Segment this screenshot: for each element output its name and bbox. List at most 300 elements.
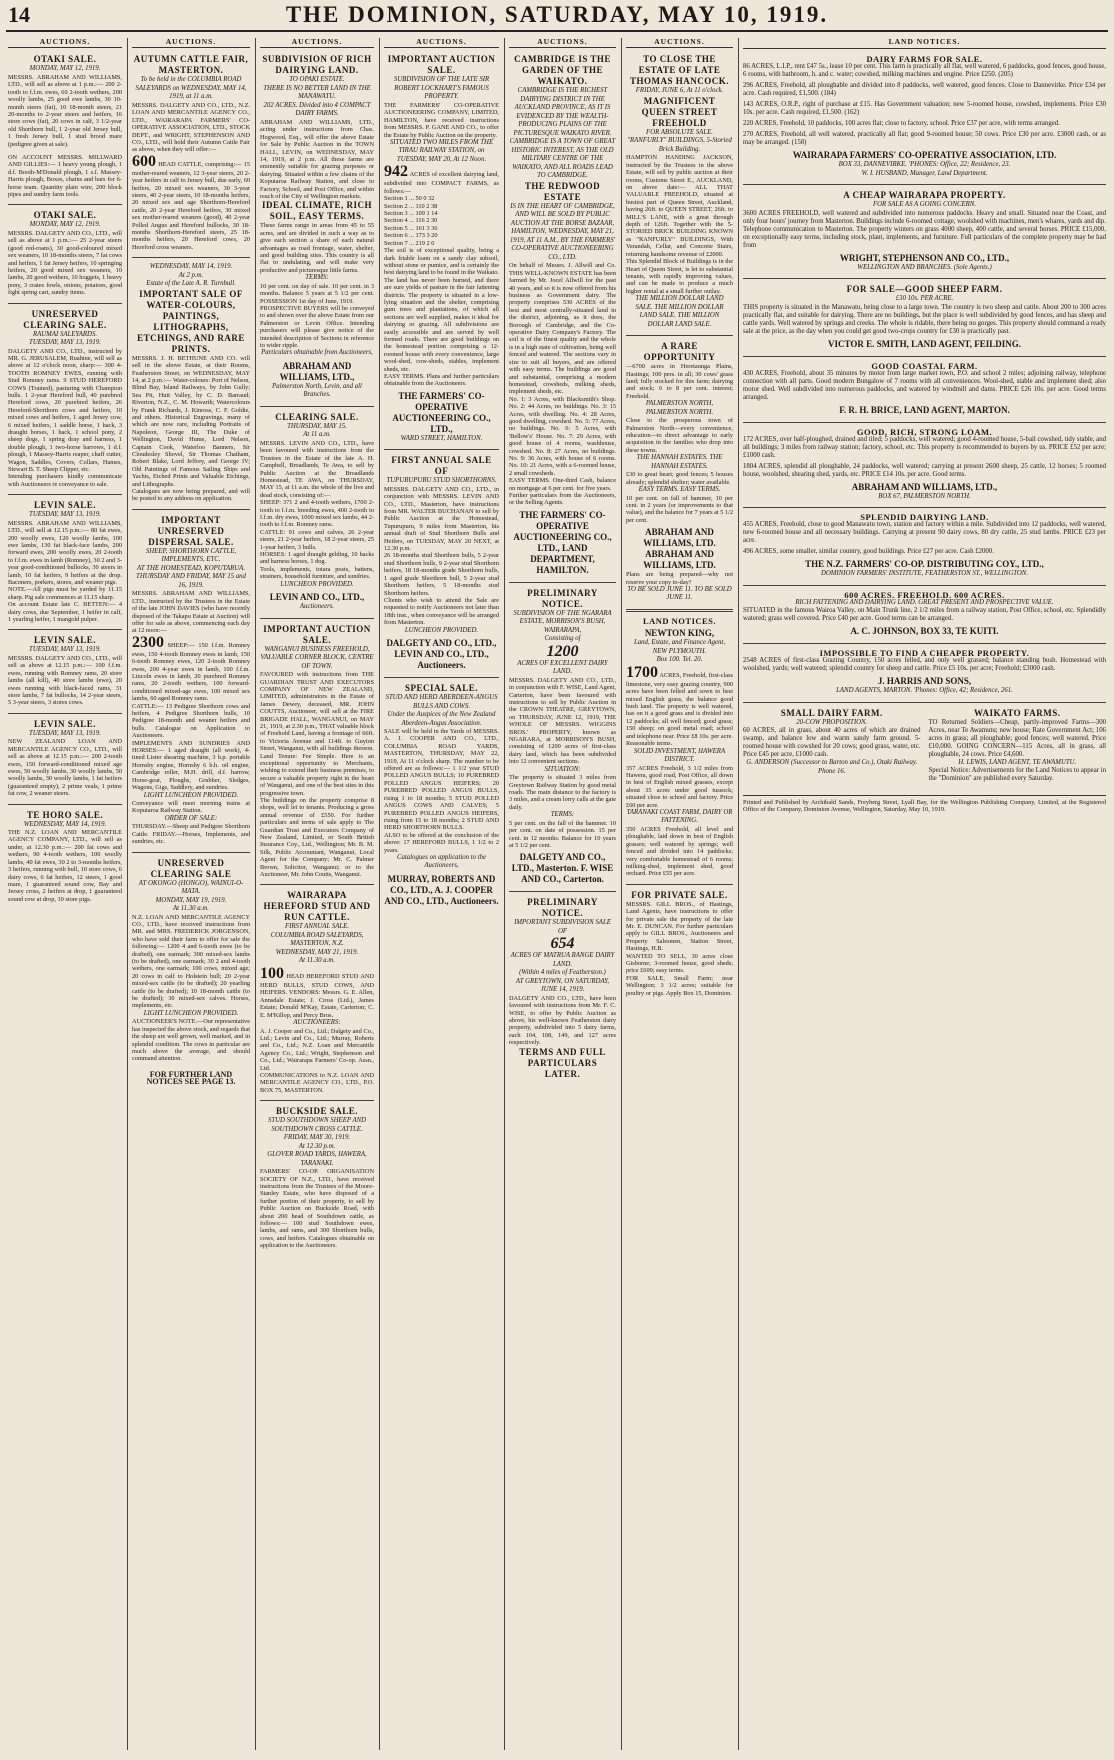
ad-detail: 10 per cent. on fall of hammer, 10 per cent. in 2 years (or improvements to that value), and the balance for 7 years at 5 1/2 per cent. (626, 494, 733, 524)
ad-sub: RICH FATTENING AND DAIRYING LAND. GREAT PRESENT AND PROSPECTIVE VALUE. (795, 598, 1054, 606)
ad-title: SMALL DAIRY FARM. (780, 707, 883, 718)
ad-acres (384, 164, 499, 195)
ad-terms: EASY TERMS. Plans and further particulars obtainable from the Auctioneers. (384, 373, 499, 388)
big-number: 100 (260, 964, 284, 982)
ad-title: SUBDIVISION OF RICH DAIRYING LAND. (262, 54, 372, 76)
column-6 (626, 38, 733, 1750)
ad-sub: FOR ABSOLUTE SALE. "RANFURLY" BUILDINGS, 5-Storied Brick Building. (627, 128, 732, 153)
ad-terms: 10 per cent. on day of sale. 10 per cent. in 3 months. Balance 5 years at 5 1/2 per cent. POSSESSION 1st day of June, 1919. (260, 282, 374, 305)
ad-title: CLEARING SALE. (275, 411, 359, 422)
ad-title: A CHEAP WAIRARAPA PROPERTY. (843, 190, 1006, 200)
ad-head: THE REDWOOD ESTATE (524, 180, 601, 202)
ad-levin-sale-nzloan (8, 719, 122, 798)
ad-sub: STUD SOUTHDOWN SHEEP AND SOUTHDOWN CROSS CATTLE. (267, 1117, 367, 1133)
list-item: 220 ACRES, Freehold, 10 paddocks, 100 acres flat; close to factory, school. Price £37 per acre, with terms arranged. (743, 120, 1060, 127)
ad-date: TUESDAY, MAY 13, 1919. (29, 339, 101, 347)
rule (743, 278, 1106, 279)
ad-time: At 11.30 a.m. (299, 957, 335, 965)
auctioneer-name: MURRAY, ROBERTS AND CO., LTD., A. J. COOPER AND CO., LTD., Auctioneers. (384, 873, 499, 906)
agent-address: WELLINGTON AND BRANCHES. (Sole Agents.) (857, 263, 992, 271)
ad-title: SPLENDID DAIRYING LAND. (860, 512, 989, 522)
ad-date: THURSDAY, MAY 15. (287, 422, 347, 430)
ad-acres (509, 644, 616, 660)
column-1 (8, 38, 122, 1750)
ad-tag: CAMBRIDGE IS A TOWN OF GREAT HISTORIC INTEREST, AS THE OLD MILITARY CENTRE OF THE WAIKATO, AND ALL ROADS LEAD TO CAMBRIDGE. (509, 138, 616, 180)
ad-body: MESSRS. DALGETY AND CO., LTD., in conjunction with F. WISE, Land Agent, Carterton, have been favoured with instructions to sell by Public Auction in the CROWN THEATRE, GREYTOWN, on THURSDAY, JUNE 12, 1919, THE WHOLE OF MESSRS. WIGGINS BROS.' PROPERTY, known as NGARARA, at MORRISON'S BUSH, consisting of 1200 acres of first-class dairy land, which has been subdivided into 12 convenient sections. (509, 676, 616, 766)
section-row: Section 3 ... 109 1 14 (384, 210, 438, 218)
big-number: 600 (132, 152, 156, 170)
ad-hereford-stud (260, 890, 374, 1094)
ad-sub: £30 10s. PER ACRE. (895, 295, 954, 302)
ad-body: ABRAHAM AND WILLIAMS, LTD., acting under instructions from Chas. Hogwood, Esq., will offer the above Estate for Sale by Public Auction in the TOWN HALL, LEVIN, on WEDNESDAY, MAY 14, 1919, at 2 p.m. All these farms are eminently suitable for grazing purposes or dairying. Situated within a few chains of the Koputaroa Railway Station, and close to Factory, School, and Post Office, and within reach of the City of Wellington markets. (260, 118, 374, 200)
ad-invest: 357 ACRES Freehold, 3 1/2 miles from Hawera, good road, Post Office, all down in best of English mixed grasses, except about 35 acres under good tussock; situated close to school and factory. Price £60 per acre. (626, 764, 733, 809)
agent-name: WAIRARAPA FARMERS' CO-OPERATIVE ASSOCIATION, LTD. (792, 150, 1057, 160)
ad-clearing-sale-te-awa (260, 412, 374, 612)
ad-body: 3600 ACRES FREEHOLD, well watered and subdivided into numerous paddocks. Heavy and small. Situated near the Coast, and only four hours' journey from Masterton. Buildings include 6-roomed cottage, woolshed with machines, men's whares, yards and dip. Telephone communication to Masterton. The property winters on grass 4000 sheep, 400 cattle, and several horses. PRICE £15,000, on exceptionally easy terms, including stock, plant, implements, and furniture. Full particulars of the complete property may be had from (743, 209, 1106, 249)
agent-name: VICTOR E. SMITH, LAND AGENT, FEILDING. (828, 338, 1021, 349)
ad-body: ON ACCOUNT MESSRS. MILLWARD AND GILLIES:— 1 heavy young plough, 1 d.f. Booth-M'Donald plough, 1 s.f. Massey-Harris plough, Boxes, chains and bars for 6-horse team. Quantity plain wire, 200 block pipes and sundry farm tools. (8, 153, 122, 198)
list-item: 496 ACRES, some smaller, similar country, good buildings. Price £27 per acre. Cash £2000. (743, 548, 994, 555)
ad-text: Close to the prosperous town of Palmerston North—every convenience, education—to direct advantage to early acquisition in the families who drop into these towns. (626, 417, 733, 454)
ad-time: At 12.30 p.m. (298, 1142, 336, 1150)
ad-note: Clients who wish to attend the Sale are requested to notify Auctioneers not later than 18th inst., when conveyance will be arranged from Masterton. (384, 596, 499, 627)
masthead-rule (6, 30, 1108, 32)
agent-name: A. C. JOHNSON, BOX 33, TE KUITI. (850, 626, 999, 636)
ad-acres: 202 ACRES. Divided into 4 COMPACT DAIRY FARMS. (263, 101, 371, 118)
ad-splendid-dairying (743, 513, 1106, 579)
ad-luncheon: LIGHT LUNCHEON PROVIDED. (143, 1009, 239, 1017)
ad-body: —6700 acres in Heretaunga Plains, Hastings; 100 pers. in all; 30 cows' grass land; fully stocked for this farm; dairying and stock; 6 to 8 per cent. interest; Freehold. (626, 363, 733, 400)
list-item: 270 ACRES, Freehold, all well watered, practically all flat; good 9-roomed house; 50 cows. Price £30 per acre. £3000 cash, or as may be arranged. (158) (743, 131, 1106, 146)
auctioneer-name: DALGETY AND CO., LTD., LEVIN AND CO., LTD., Auctioneers. (386, 638, 497, 671)
column-divider (255, 38, 256, 1750)
ad-place: AT OKONGO (HONGO), WAINUI-O-MATA. (138, 879, 244, 896)
ad-date: WEDNESDAY, MAY 21, 1919. (275, 948, 359, 956)
ad-body: SITUATED in the famous Wairoa Valley, on Main Trunk line, 2 1/2 miles from a railway station, Post Office, school, etc. Splendidly watered; grass well covered. Price £40 per acre. Good terms can be arranged. (743, 607, 1106, 622)
list-item: 296 ACRES, Freehold, all ploughable and divided into 8 paddocks, well watered, good fences. Close to Dannevirke. Price £34 per acre. Cash required, £1,500. (184) (743, 82, 1106, 97)
ad-waikato-farms (929, 708, 1107, 784)
ad-body: MESSRS. LEVIN AND CO., LTD., have been favoured with instructions from the Trustees in the Estate of the late A. H. Campbell, Broadlands, Te Awa, to sell by Public Auction at the Broadlands Homestead, TE AWA, on THURSDAY, MAY 15, at 11 a.m. the whole of the live and dead stock, consisting of:— (260, 439, 374, 499)
rule (384, 677, 499, 678)
auctioneer-name: LEVIN AND CO., LTD., (269, 592, 365, 603)
ad-body: MESSRS. ABRAHAM AND WILLIAMS, LTD., will sell as above at 1 p.m.:— 200 2-tooth to f.f.m. ewes, 60 2-tooth wethers, 200 woolly lambs, 25 good ewe lambs, 30 10-month steers (fat), 10 18-month steers, 21 20-months to 2-year steers and heifers, 16 store cows (fat), 20 cows in calf, 3 1/2-year old Shorthorn bull, 1 2-year old Jersey bull, 1 fresh Jersey bull, 1 stud brood mare (pedigree given at sale). (8, 73, 122, 148)
list-item: 143 ACRES, O.R.P., right of purchase at £15. Has Government valuation; new 5-roomed house, cowshed, implements. Price £30 10s. per acre. Cash required, £1,500. (162) (743, 101, 1106, 116)
ad-auctioneers: A. J. Cooper and Co., Ltd.; Dalgety and Co., Ltd.; Levin and Co., Ltd.; Murray, Roberts and Co., Ltd.; N.Z. Loan and Mercantile Agency Co., Ltd.; Wright, Stephenson and Co., Ltd.; Wairarapa Farmers' Co-op. Assn., Ltd. (260, 1027, 374, 1072)
auctioneer-name: THE FARMERS' CO-OPERATIVE AUCTIONEERING CO., LTD., (392, 390, 491, 434)
section-label: AUCTIONS. (384, 38, 499, 48)
ad-date: FRIDAY, MAY 30, 1919. (283, 1134, 351, 1142)
rule (8, 303, 122, 304)
ad-redwood-estate (509, 54, 616, 575)
ad-estate-art-sale (132, 263, 250, 503)
agent-box: BOX 33, DANNEVIRKE. 'PHONES: Office, 22; Residence, 23. (838, 161, 1011, 168)
ad-sub: SHEEP, SHORTHORN CATTLE, IMPLEMENTS, ETC. (145, 547, 237, 564)
rule (743, 585, 1106, 586)
ad-body: THE FARMERS' CO-OPERATIVE AUCTIONEERING COMPANY, LIMITED, HAMILTON, have received instructions from MESSRS. P. GANE AND CO., to offer the Estate by Public Auction on the property. (384, 101, 499, 139)
rule (626, 335, 733, 336)
list-item: 455 ACRES, Freehold, close to good Manawatu town, station and factory within a mile. Subdivided into 12 paddocks, well watered, new 6-roomed house and all necessary buildings. Carrying at present 90 dairy cows, 80 dry cattle, 25 stud lambs. PRICE £23 per acre. (743, 521, 1106, 544)
ad-list: 26 18-months stud Shorthorn bulls, 5 2-year stud Shorthorn bulls, 9 2-year stud Shorthorn heifers, 18 18-months grade Shorthorn bulls, 1 aged grade Shorthorn bull, 5 2-year stud Shorthorn heifers, 5 18-months stud Shorthorn heifers. (384, 552, 499, 597)
ad-title: PRELIMINARY NOTICE. (527, 897, 598, 919)
ad-sections: No. 1: 3 Acres, with Blacksmith's Shop. No. 2: 44 Acres, no buildings. No. 3: 15 Acres, with dwelling. No. 4: 28 Acres, good dwelling, cowshed. No. 5: 77 Acres, no buildings. No. 6: 5 Acres, with 'Bellow's' House. No. 7: 29 Acres, with good house of 4 rooms, washhouse, cowshed. No. 8: 27 Acres, no buildings. No. 9: 36 Acres, with house of 6 rooms. No. 10: 21 Acres, with a 6-roomed house, 2 small cowsheds. (509, 395, 616, 477)
agent-manager: W. I. HUSBAND, Manager, Land Department. (861, 169, 988, 177)
rule (8, 629, 122, 630)
ad-luncheon: LUNCHEON PROVIDED. (404, 626, 479, 634)
ad-cattle: CATTLE:— 13 Pedigree Shorthorn cows and heifers, 4 Pedigree Shorthorn bulls, 10 Pedigree 18-month and weaner heifers and bulls. Catalogue on Application to Auctioneers. (132, 702, 250, 740)
section-label: AUCTIONS. (260, 38, 374, 48)
ad-unreserved-clearing (8, 309, 122, 489)
big-number: 942 (384, 163, 408, 181)
ad-dispersal-sale (132, 515, 250, 846)
column-divider (738, 38, 739, 1750)
ad-date: TUESDAY, MAY 13, 1919. (29, 511, 101, 519)
ad-rich-loam (743, 428, 1106, 502)
ad-title: IMPORTANT AUCTION SALE. (263, 623, 371, 645)
ad-order: THURSDAY.—Sheep and Pedigree Shorthorn Cattle. FRIDAY.—Horses, Implements, and sundries, etc. (132, 823, 250, 846)
ad-terms-head: TERMS: (305, 274, 329, 282)
rule (260, 618, 374, 619)
ad-time: At 2 p.m. (178, 271, 204, 279)
column-3 (260, 38, 374, 1750)
ad-sub: FOR SALE AS A GOING CONCERN. (872, 201, 977, 208)
ad-taranaki-head: TARANAKI COAST FARM, DAIRY OR FATTENING. (626, 808, 733, 825)
ad-title: IMPORTANT SALE OF WATER-COLOURS, PAINTINGS, LITHOGRAPHS, ETCHINGS, AND RARE PRINTS. (137, 288, 245, 354)
publisher-imprint: Printed and Published by Archibald Sands, Freyberg Street, Lyall Bay, for the Wellington Publishing Company, Limited, at the Registered Office of the Company, Dominion Avenue, Wellington, Saturday, May 10, 1919. (743, 795, 1106, 814)
ad-date: WEDNESDAY, MAY 14, 1919. (23, 820, 107, 828)
ad-note: Intending purchasers kindly communicate with Auctioneers re conveyance to sale. (8, 473, 122, 488)
ad-title: GOOD COASTAL FARM. (871, 360, 978, 371)
ad-head: MAGNIFICENT QUEEN STREET FREEHOLD (641, 95, 718, 128)
ad-title: CAMBRIDGE IS THE GARDEN OF THE WAIKATO. (514, 54, 611, 87)
ad-title: IMPORTANT AUCTION SALE. (387, 54, 496, 76)
ad-lockhart-subdivision (384, 54, 499, 443)
ad-date: FRIDAY, JUNE 6, At 11 o'clock. (635, 87, 724, 95)
section-label: AUCTIONS. (8, 38, 122, 48)
ad-dairy-farms (743, 55, 1106, 178)
ad-body: 2548 ACRES of first-class Grazing Country, 150 acres felled, and only well grassed; balance standing bush. Homestead with woolshed, yards; well watered; splendid country for sheep and cattle. Price £5 10s. per acre; Freehold; £3000 cash. (743, 657, 1106, 672)
rule (260, 406, 374, 407)
auctioneer-name: ABRAHAM AND WILLIAMS, LTD., (279, 360, 355, 382)
column-7 (743, 38, 1106, 1750)
ad-place: COLUMBIA ROAD SALEYARDS, MASTERTON, N.Z. (270, 931, 364, 948)
ad-title: A RARE OPPORTUNITY (643, 341, 716, 363)
ad-title: UNRESERVED CLEARING SALE (150, 857, 232, 879)
section-label: AUCTIONS. (132, 38, 250, 48)
ad-body: MESSRS. DALGETY AND CO., LTD., N.Z. LOAN AND MERCANTILE AGENCY CO., LTD., WAIRARAPA FARMERS' CO-OPERATIVE ASSOCIATION, LTD., STOCK DEPT., and WRIGHT, STEPHENSON AND CO., LTD., will hold their Autumn Cattle Fair as above, when they will offer:— (132, 101, 250, 154)
rule (743, 643, 1106, 644)
column-divider (127, 38, 128, 1750)
ad-body: MESSRS. ABRAHAM AND WILLIAMS, LTD., instructed by the Trustees in the Estate of the late JOHN DAVIES (who have recently disposed of the Takapu Estate at Auction) will offer for sale as above, commencing each day at 12 noon:— (132, 590, 250, 635)
ad-terms: EASY TERMS. One-third Cash, balance on mortgage at 6 per cent. for five years. (509, 477, 616, 492)
ad-particulars: Particulars obtainable from Auctioneers, (261, 349, 373, 357)
agent-address: LAND AGENTS, MARTON. 'Phones: Office, 42; Residence, 261. (836, 687, 1013, 694)
ad-tupurupuru-shorthorns (384, 455, 499, 671)
ad-cattle: CATTLE: 91 cows and calves, 26 2-year steers, 21 2-year heifers, 18 2-year steers, 25 1-year heifers, 3 bulls. (260, 528, 374, 551)
ad-body: SALE will be held in the Yards of MESSRS. A. J. COOPER AND CO., LTD., COLUMBIA ROAD YARDS, MASTERTON, THURSDAY, MAY 22, 1919, At 11 o'clock sharp. The number to be offered are as follows:— 1 1/2 year STUD POLLED ANGUS BULLS; 10 PUREBRED POLLED ANGUS HEIFERS; 20 PUREBRED POLLED ANGUS BULLS, rising 1 to 18 months; 5 STUD POLLED ANGUS COWS AND CALVES; 5 PUREBRED POLLED ANGUS HEIFERS, rising from 15 to 18 months; 2 STUD AND HERD SHORTHORN BULLS. (384, 728, 499, 832)
ad-luncheon: LUNCHEON PROVIDED. (280, 580, 354, 588)
splendid-items (743, 521, 1106, 556)
ad-title: 600 ACRES. FREEHOLD. 600 ACRES. (844, 589, 1005, 600)
ad-text: This Splendid Block of Buildings is in the Heart of Queen Street, is let to substantial tenants, with rapidly improving values, and can be made to produce a much higher rental at a small further outlay. (626, 258, 733, 295)
auctioneer-address: WARD STREET, HAMILTON. (400, 434, 483, 442)
ad-cheap-wairarapa (743, 190, 1106, 272)
ad-title: BUCKSIDE SALE. (275, 1106, 359, 1117)
ad-head: WANGANUI BUSINESS FREEHOLD, VALUABLE CORNER BLOCK, CENTRE OF TOWN. (260, 645, 374, 670)
ad-place: RAUMAI SALEYARDS. (32, 330, 98, 338)
ad-note: Further particulars from the Auctioneers, or the Selling Agents. (509, 492, 616, 507)
ad-auctioneers-head: AUCTIONEERS: (293, 1019, 341, 1026)
ad-title: WAIKATO FARMS. (973, 707, 1061, 718)
ad-account-note (8, 154, 122, 198)
column-divider (504, 38, 505, 1750)
rule (132, 257, 250, 258)
section-row: Section 2 ... 110 2 38 (384, 202, 438, 210)
ad-sub: SUBDIVISION OF THE LATE SIR ROBERT LOCKHART'S FAMOUS PROPERTY. (393, 76, 490, 101)
double-rule (626, 609, 733, 612)
ad-title: GOOD, RICH, STRONG LOAM. (856, 426, 993, 437)
ad-slogan: THE MILLION DOLLAR LAND SALE. THE MILLION DOLLAR LAND SALE. THE MILLION DOLLAR LAND SALE. (635, 295, 724, 328)
rule (132, 852, 250, 853)
ad-body: MESSRS. DALGETY AND CO., LTD., will sell as above at 12.15 p.m.:— 100 f.f.m. ewes, running with Romney rams, 20 store lambs (all kill), 40 store lambs (ewe), 20 ewes running with black-faced rams, 31 store lambs, 7 fat bullocks, 14 2-year steers, 5 3-year steers, 3 stores cows. (8, 654, 122, 707)
ad-note: ALSO to be offered at the conclusion of the above: 17 HEREFORD BULLS, 1 1/2 to 2 years. (384, 831, 499, 854)
agent-address: DOMINION FARMERS' INSTITUTE, FEATHERSTON ST., WELLINGTON. (820, 570, 1029, 577)
column-2 (132, 38, 250, 1750)
ad-place: AT GREYTOWN, ON SATURDAY, JUNE 14, 1919. (515, 977, 610, 994)
ad-implements: IMPLEMENTS AND SUNDRIES AND HORSES:— 1 aged draught (all work), 4-tined Lister shearing machine, 3 h.p. portable Hornsby engine, Hornsby 6 b.h. oil engine, Cambridge roller, M.H. drill, d.f. harrow, Horse-gear, Ploughs, Grubber, Sledges, Wagons, Gigs, Saddlery, and sundries. (132, 739, 250, 792)
ad-wanted: WANTED TO SELL, 30 acres close Gisborne; 3-roomed house, good sheds; price £600; easy terms. (626, 952, 733, 975)
ad-body: HAMPTON HANDING JACKSON, instructed by the Trustees in the above Estate, will sell by public auction at their rooms, Customs Street E., AUCKLAND, on above date:— ALL THAT VALUABLE FREEHOLD, situated at busiest part of Queen Street, Auckland, having 26ft. to QUEEN STREET, 26ft. to MILL'S LANE, with a great through depth of 126ft. Together with the 5-STORIED BRICK BUILDING KNOWN as "RANFURLY" BUILDINGS, With Verandah, Cellar, and Concrete Stairs, returning handsome revenue of £2000. (626, 154, 733, 258)
rule (743, 507, 1106, 508)
ad-sub: TO OPAKI ESTATE. (289, 76, 345, 84)
ad-sub: TUPURUPURU STUD SHORTHORNS. (386, 477, 497, 485)
rule (743, 356, 1106, 357)
ad-body: DALGETY AND CO., LTD., have been favoured with instructions from Mr. F. C. WISE, to offer by Public Auction as above, his well-known Featherston dairy property, subdivided into 5 dairy farms, each 104, 108, 149, and 127 acres respectively. (509, 994, 616, 1047)
auctioneer-name: DALGETY AND CO., LTD., Masterton. F. WISE AND CO., Carterton. (511, 852, 614, 885)
body-text: ACRES, Freehold, first-class limestone, very easy grazing country, 900 acres have been felled and sown to best mixed English grass, the balance good bush land. The property is well watered, has on it a good grass and is divided into 12 paddocks; all well fenced; good grass; 150 sheep; on good metal road; school and telephone near. Price £8 10s. per acre. Reasonable terms. (626, 671, 733, 748)
agent-name: THE N.Z. FARMERS' CO-OP. DISTRIBUTING COY., LTD., (805, 559, 1044, 569)
section-row: Section 7 ... 219 2 0 (384, 239, 435, 247)
ad-comms: COMMUNICATIONS to N.Z. LOAN AND MERCANTILE AGENCY CO., LTD., P.O. BOX 75, MASTERTON. (260, 1071, 374, 1094)
ad-title: PRELIMINARY NOTICE. (527, 587, 598, 609)
rule (8, 804, 122, 805)
ad-date: MONDAY, MAY 19, 1919. (155, 896, 227, 904)
ad-note: Catalogues are now being prepared, and will be posted to any address on application. (132, 488, 250, 503)
auctioneer-address: Palmerston North, Levin, and all Branches. (272, 382, 362, 399)
ad-ranfurly-buildings (626, 54, 733, 329)
ad-time: At 11 a.m. (303, 431, 331, 439)
rule (743, 702, 1106, 703)
ad-title: DAIRY FARMS FOR SALE. (866, 54, 983, 64)
ad-matrua-subdivision (509, 897, 616, 1079)
acres-text: ACRES of excellent dairying land, subdivided into COMPACT FARMS, as follows:— (384, 171, 499, 195)
ad-title: WAIRARAPA HEREFORD STUD AND RUN CATTLE. (263, 890, 371, 923)
ad-consisting: Consisting of (544, 635, 581, 643)
agent-name: WRIGHT, STEPHENSON AND CO., LTD., (839, 252, 1010, 263)
ad-date: MONDAY, MAY 12, 1919. (29, 65, 101, 73)
big-number: 654 (550, 935, 575, 953)
agent-name: J. HARRIS AND SONS, (877, 676, 972, 686)
ad-body: DALGETY AND CO., LTD., instructed by MR. G. JERUSALEM, Ruahine, will sell as above at 12 o'clock noon, sharp:— 300 4-TOOTH ROMNEY EWES, running with Stud Romney rams. 9 STUD HEREFORD COWS (Trained), pasturing with Champion bulls. 1 2-year Hereford bull, 40 purebred Hereford cows, 20 purebred heifers, 26 Hereford-Shorthorn cows and heifers, 10 mixed cows and heifers, 1 aged Jersey cow, 6 mixed heifers, 1 saddle horse, 1 hack, 3 draught horses, 1 hack, 1 school pony, 2 sheep dogs, 1 spring dray and harness, 1 double plough, 1 two-horse harrows, 1 d.f. plough, 1 Massey-Harris reaper, chaff cutter, Wagon, Saddles, Covers, Collars, Hames, Stewart B. T. Sheep Clipper, etc. (8, 347, 122, 474)
ad-date: TUESDAY, MAY 13, 1919. (29, 729, 101, 737)
ad-opaki-subdivision (260, 54, 374, 399)
ad-situation: The property is situated 3 miles from Greytown Railway Station by good metal roads. The main distance to the factory is 3 miles, and a cream lorry calls at the gate daily. (509, 774, 616, 811)
rule (260, 1100, 374, 1101)
rule (384, 449, 499, 450)
ad-sheep: SHEEP: 371 2 and 4-tooth wethers, 1700 2-tooth to f.f.m. breeding ewes, 400 2-tooth to f.f.m. dry ewes, 1000 mixed sex lambs, 44 2-tooth to f.f.m. Romney rams. (260, 499, 374, 529)
agent-name: ABRAHAM AND WILLIAMS, LTD., (851, 481, 998, 492)
ad-luncheon: LIGHT LUNCHEON PROVIDED. (143, 791, 239, 799)
ad-title: LEVIN SALE. (33, 718, 97, 729)
ad-acres (509, 936, 616, 952)
ad-body: TO Returned Soldiers—Cheap, partly-improved Farms—300 Acres, near Te Awamutu; new house; Rate Government Act; 106 acres in grass; all ploughable; good fences; well watered. Price £10,000. GOING CONCERN—115 Acres, all in grass, all ploughable, 24 cows. Price £4,600. (928, 718, 1106, 758)
rule (743, 422, 1106, 423)
ad-catalogue: Catalogues on application to the Auctioneers, (396, 853, 487, 870)
ad-wanganui-freehold (260, 624, 374, 879)
ad-text: The buildings on the property comprise 8 shops, well let to tenants. Producing a gross annual revenue of £550. For further particulars and terms of sale apply to The Guardian Trust and Executors Company of New Zealand, Limited, or South British Insurance Coy., Ltd., Wellington; Mr. B. M. Silk, Public Accountant, Wanganui, Local Agent for the Company; Mr. C. Palmer Brown, Solicitor, Wanganui; or to the Auctioneer, Mr. John Coutts, Wanganui. (260, 797, 374, 879)
masthead (0, 0, 1114, 30)
ad-body: NEW ZEALAND LOAN AND MERCANTILE AGENCY CO., LTD., will sell as above at 12.15 p.m.:— 200 2-tooth ewes, 150 forward-conditioned mixed age ewes, 50 woolly lambs, 30 woolly lambs, 50 woolly lambs, 30 woolly lambs, 1 fat heifers (guaranteed empty), 2 prime veals, 1 prime fat cow, 2 weaner steers. (8, 738, 122, 798)
ad-note: NOTE.—All pigs must be yarded by 11.15 sharp. Pig sale commences at 11.15 sharp. (8, 586, 122, 601)
ad-private-sale (626, 890, 733, 997)
ad-sub: 20-COW PROPOSITION. (796, 718, 868, 726)
ad-date: WEDNESDAY, MAY 14, 1919. (149, 263, 233, 271)
section-row: Section 5 ... 161 3 36 (384, 224, 438, 232)
ad-text: These farms range in areas from 45 to 55 acres, and are divided in such a way as to give each section a share of each natural advantages as road frontage, water, shelter, and good building sites. This country is all flat to undulating, and will make very productive and picturesque little farms. (260, 222, 374, 274)
ad-horses: HORSES: 1 aged draught gelding, 10 hacks and harness horses, 1 dog. (260, 550, 374, 566)
section-label: AUCTIONS. (509, 38, 616, 48)
ad-slogan: THE HANNAH ESTATES. THE HANNAH ESTATES. (636, 454, 723, 470)
newspaper-title: THE DOMINION, SATURDAY, MAY 10, 1919. (285, 2, 829, 27)
column-divider (379, 38, 380, 1750)
ad-600-acres (743, 591, 1106, 638)
ad-time: At 11.30 a.m. (173, 905, 209, 913)
page-number: 14 (8, 2, 30, 27)
ad-taranaki: 350 ACRES Freehold, all level and ploughable, laid down in best of English grasses; well watered by springs; well fenced and divided into 14 paddocks; very comfortable homestead of 6 rooms; milking-shed, implement shed, good orchard. Price £55 per acre. (626, 825, 733, 878)
ad-place: AT THE HOMESTEAD, KOPUTARUA. (136, 564, 246, 572)
ad-sub: IMPORTANT SUBDIVISION SALE OF (514, 919, 611, 935)
ad-otaki-sale (8, 54, 122, 148)
ad-body: MESSRS. J. H. BETHUNE AND CO. will sell in the above Estate, at their Rooms, Featherston Street, on WEDNESDAY, MAY 14, at 2 p.m.:— Water-colours: Port of Nelson, Blind Bay, Island Railways, by John Gully; Sea Pit, Hutt Valley, by C. D. Barraud; Riverton, N.Z., C. M. Howarth; Watercolours by Frank Richards, J. Kinross, C. F. Goldie, and others. Historical Engravings, many of which are now rare, including Portraits of Napoleon, George III, The Duke of Wellington, David Hume, Lord Nelson, Captain Cook, Waterloo Banners, Sir Cloudesley Shovel, Sir Thomas Chatham, Robert Blake, Lord Jeffrey, and George IV; Old Paintings of Famous Sailing Ships and Yachts, Etched Prints and Valuable Etchings, and Lithographs. (132, 354, 250, 488)
auctioneer-name: THE FARMERS' CO-OPERATIVE AUCTIONEERING CO., LTD., LAND DEPARTMENT, HAMILTON. (513, 509, 612, 575)
section-label: LAND NOTICES. (642, 615, 717, 626)
special-notice: Special Notice: Advertisements for the Land Notices to appear in the "Dominion" are published every Saturday. (928, 767, 1106, 782)
ad-body: FARMERS' CO-OP. ORGANISATION SOCIETY OF N.Z., LTD., have received instructions from the Trustees of the Moore-Stanley Estate, who have disposed of a further portion of their property, to sell by Public Auction on Buckside Road, with about 200 head of Southdown cattle, as follows:— 100 stud Southdown ewes, lambs, and rams, and 300 Shorthorn bulls, cows, and heifers. Catalogues obtainable on application to the Auctioneers. (260, 1168, 374, 1250)
ad-sub: SUBDIVISION OF THE NGARARA ESTATE, MORRISON'S BUSH, WAIRARAPA, (513, 609, 612, 634)
ad-body: THIS property is situated in the Manawatu, being close to a large town. The country is two sheep and cattle. About 200 to 300 acres practically flat, and suitable for dairying. There are no buildings, but the place is well subdivided by good fences, and has sheep and cattle yards. Well watered by springs and creeks. The whole is ridable, there being no gorges. This property should command a ready sale at the price, as the day when you could get good two-crops country for £30 is practically past. (743, 303, 1106, 335)
rule (8, 204, 122, 205)
ad-order-head: ORDER OF SALE: (164, 814, 218, 822)
ad-terms: EASY TERMS. EASY TERMS. (638, 486, 721, 493)
ad-situation-head: SITUATION: (544, 765, 581, 773)
ad-place: PALMERSTON NORTH, PALMERSTON NORTH. (645, 400, 714, 416)
ad-for-sale: FOR SALE, Small Farm; near Wellington; 3 1/2 acres; suitable for poultry or pigs. Apply Box 15, Dominion. (626, 974, 733, 997)
body-text: HEAD HEREFORD STUD AND HERD BULLS, STUD COWS, AND HEIFERS. VENDORS: Messrs. G. E. Allen, Annsdale Estate; J. Cross (Ltd.), James Estate; Donald M'Kay, Estate, Carterton; C. E. M'Killop, and Percy Bros. (260, 972, 374, 1019)
ad-rare-opportunity (626, 341, 733, 603)
ad-small-dairy-farm (743, 708, 921, 784)
rule (8, 494, 122, 495)
ad-estate: Estate of the Late A. R. Turnbull. (146, 280, 236, 288)
ad-title: OTAKI SALE. (33, 210, 97, 221)
ad-body: MESSRS. ABRAHAM AND WILLIAMS, LTD., will sell at 12.15 p.m.:— 80 fat ewes, 200 woolly ewes, 120 woolly lambs, 100 ewe lambs, 130 fat black-face lambs, 200 forward ewes, 200 woolly ewes, 20 2-tooth to f.f.m. ewes in lamb (Romney), 30 2 and 3-year good-conditioned bullocks, 30 steers in lamb, 10 fat heifers, 9 heifers at the drop. Baconers, porkers, stores, and weaner pigs. (8, 519, 122, 587)
ad-body: THE N.Z. LOAN AND MERCANTILE AGENCY COMPANY, LTD., will sell as under, at 12.30 p.m.:— 200 fat cows and wethers, 90 4-tooth wethers, 100 woolly lambs, 40 fat ewes, 30 2 to 3-months heifers, 3 heifers, running with bull, 10 store cows, 6 dairy cows, 6 fat heifers, 12 steers, 1 good mare, 1 guaranteed sound cow, Bay and Jersey cross, 2 heifers at drop, 1 guaranteed sound cow at drop, 10 store pigs. (8, 829, 122, 903)
ad-body: MESSRS. DALGETY AND CO., LTD., will sell as above at 1 p.m.:— 25 2-year steers (good red-roans), 30 good-coloured mixed sex weaners, 10 18-months steers, 7 fat cows and heifers, 1 fat Jersey heifers, 10 springing heifers, 20 good mixed sex weaners, 10 lambs, 20 good wethers, 10 hoggets, 1 heavy pony, 3 crates fowls, onions, potatoes, good fight spring cart, sundry items. (8, 229, 122, 297)
ad-text: The soil is of exceptional quality, being a dark friable loam on a sandy clay subsoil, without stone or pumice, and is certainly the best dairying land to be found in the Waikato. The land has never been burned, and there are sure yields of pasture in the fair fattening districts. The property is situated in a low-lying situation and the shelter, comprising gum trees and plantations, of which all sections are well supplied, makes it ideal for dairying or grazing. All subdivisions are easily accessible and are served by well formed roads. There are good buildings on the homestead portion comprising a 12-roomed house with every convenience, large wool-shed, cow-sheds, stables, implement sheds, etc. (384, 247, 499, 373)
ad-otaki-sale-dalgety (8, 210, 122, 296)
ad-buckside-sale (260, 1106, 374, 1249)
ad-invest-head: SOLID INVESTMENT, HAWERA DISTRICT. (633, 747, 726, 763)
ad-levin-sale (8, 500, 122, 623)
big-number: 1700 (626, 663, 658, 681)
ad-title: UNRESERVED CLEARING SALE. (23, 308, 107, 330)
ad-note: (Within 4 miles of Featherston.) (519, 969, 606, 977)
ad-conveyance: Conveyance will meet morning trains at Koputaroa Railway Station. (132, 800, 250, 815)
ad-place: SITUATED TWO MILES FROM THE TIRAU RAILWAY STATION, on TUESDAY, MAY 20, At 12 Noon. (389, 138, 494, 163)
ad-terms-head: TERMS: (550, 811, 575, 819)
ad-climate: IDEAL CLIMATE, RICH SOIL, EASY TERMS. (261, 200, 373, 222)
agent-name: NEWTON KING, (644, 628, 715, 639)
rule (8, 713, 122, 714)
section-row: Section 1 ... 50 0 32 (384, 195, 435, 203)
ad-footer: TERMS AND FULL PARTICULARS LATER. (519, 1046, 606, 1079)
agent-box: Box 100. Tel. 20. (656, 656, 703, 664)
ad-aberdeen-angus (384, 683, 499, 907)
ad-sub: CAMBRIDGE IS THE RICHEST DAIRYING DISTRICT IN THE AUCKLAND PROVINCE, AS IT IS EVIDENCED BY THE WEALTH-PRODUCING PLAINS OF THE PICTURESQUE WAIKATO RIVER. (513, 87, 612, 137)
ad-title: FIRST ANNUAL SALE OF (391, 455, 492, 477)
ad-cheaper-property (743, 649, 1106, 696)
bottom-row (743, 708, 1106, 790)
ad-title: FOR PRIVATE SALE. (631, 889, 728, 900)
rule (260, 884, 374, 885)
ad-coastal-farm (743, 362, 1106, 416)
offer-text: HEAD CATTLE, comprising:— 15 mother-reared weaners, 12 3-year steers, 20 2-year heifers in calf to Jersey bull, due early, 60 heifers, 20 mixed sex weaners, 30 3-year steers, 40 2-year steers, 10 18-months heifers, 20 mixed sex and age Shorthorn-Hereford cattle, 20 2-year Hereford heifers, 30 mixed sex mother-reared weaners (good), 40 2-year Polled Angus and Hereford bullocks, 30 18-months Shorthorn-Hereford steers, 25 18-months heifers, 20 Hereford cows, 20 Hereford cross weaners. (132, 160, 250, 251)
rich-items (743, 436, 1106, 479)
sheep-text: SHEEP:— 150 f.f.m. Romney ewes, 150 4-tooth Romney ewes in lamb, 150 6-tooth Romney ewes, 120 2-tooth Romney ewes, 200 4-year ewes in lamb, 100 f.f.m. Lincoln ewes in lamb, 20 purebred Romney rams, 20 2-tooth wethers, 100 forward-conditioned mixed-age ewes, 100 mixed sex lambs, 60 aged Romney rams. (132, 641, 250, 703)
rule (509, 582, 616, 583)
ad-offer (132, 154, 250, 251)
ad-body: 60 ACRES, all in grass, about 40 acres of which are drained swamp, and balance low and warm sandy farm ground. 5-roomed house with cowshed for 20 cows; good grass, water, etc. Price £45 per acre, £1000 cash. (743, 727, 921, 758)
ad-plans: Plans are being prepared—why not reserve your copy to-day? (626, 571, 733, 586)
ad-title: TO CLOSE THE ESTATE OF LATE THOMAS HANCOCK. (629, 54, 729, 87)
ad-levin-sale-dalgety (8, 635, 122, 706)
ad-title: LEVIN SALE. (33, 500, 97, 511)
ad-date: TUESDAY, MAY 13, 1919. (29, 646, 101, 654)
ad-title: TE HORO SALE. (26, 809, 104, 820)
land-notices-footer: FOR FURTHER LAND NOTICES SEE PAGE 13. (146, 1069, 236, 1087)
auctioneer-role: Auctioneers. (299, 603, 335, 611)
ad-body (626, 665, 733, 748)
ad-newton-king (626, 615, 733, 878)
ad-date: MONDAY, MAY 12, 1919. (29, 221, 101, 229)
section-label: AUCTIONS. (626, 38, 733, 48)
column-4 (384, 38, 499, 1750)
ad-clearing-sale-wainui (132, 858, 250, 1063)
rule (626, 884, 733, 885)
agent-name: H. LEWIS, LAND AGENT, TE AWAMUTU. (958, 758, 1077, 766)
ad-good-sheep-farm (743, 284, 1106, 350)
ad-body: 430 ACRES, Freehold, about 35 minutes by motor from large market town, P.O. and school 2 miles; adjoining railway, telephone connection with all parts. Good modern Bungalow of 7 rooms with all conveniences. Wool-shed, stable and implement shed; also motor shed. Well subdivided into numerous paddocks, and watered by windmill and dams. PRICE £26 10s. per acre. Good terms arranged. (743, 369, 1106, 401)
ad-body: N.Z. LOAN AND MERCANTILE AGENCY CO., LTD., have received instructions from MR. and MRS. FREDERICK JORGENSON, who have sold their farm to offer for sale the following:— 1200 4 and 6-tooth ewes (to be drafted), one earmark; 300 mixed-sex lambs (to be drafted), one earmark; 30 2 and 4-tooth wethers, one earmark; 100 cows, mixed age; 20 cows in calf to Holstein bull; 20 2-year mixed-sex cattle (to be drafted); 20 yearling cattle (to be drafted); 10 18-month cattle (to be drafted); 30 mixed-sex calves. Horses, implements, etc. (132, 913, 250, 1010)
ad-intro: Under the Auspices of the New Zealand Aberdeen-Angus Association. (387, 711, 496, 727)
ad-note: AUCTIONEER'S NOTE.—Our representative has inspected the above stock, and regards that the sheep are well grown, well marked, and in splendid condition. The cows in particular are much above the average, and should command attention. (132, 1018, 250, 1063)
rule (509, 891, 616, 892)
ad-account: On account Estate late C. BETTEN:— 4 dairy cows, due September, 1 heifer in calf, 1 yearling heifer, 1 mangold pulper. (8, 601, 122, 624)
list-item: 172 ACRES, over half-ploughed, drained and tiled; 5 paddocks, well watered; good 4-roomed house, 5-bail cowshed, tidy stable, and all buildings; 3 miles from railway station; factory, school, etc. This property is recommended to buyers by us. PRICE £52 per acre; £1000 cash. (743, 435, 1106, 459)
rule (743, 184, 1106, 185)
ad-body: MESSRS. GILL BROS., of Hastings, Land Agents, have instructions to offer for private sale the property of the late Mr. E. DUNCAN. For further particulars apply to GILL BROS., Auctioneers and Property Salesmen, Station Street, Hastings, H.B. (626, 900, 733, 953)
ad-title: IMPOSSIBLE TO FIND A CHEAPER PROPERTY. (819, 648, 1030, 658)
column-5 (509, 38, 616, 1750)
ad-note: £30 to great heart; good fences; 5 houses already; splendid shelter; water available. (626, 471, 733, 486)
